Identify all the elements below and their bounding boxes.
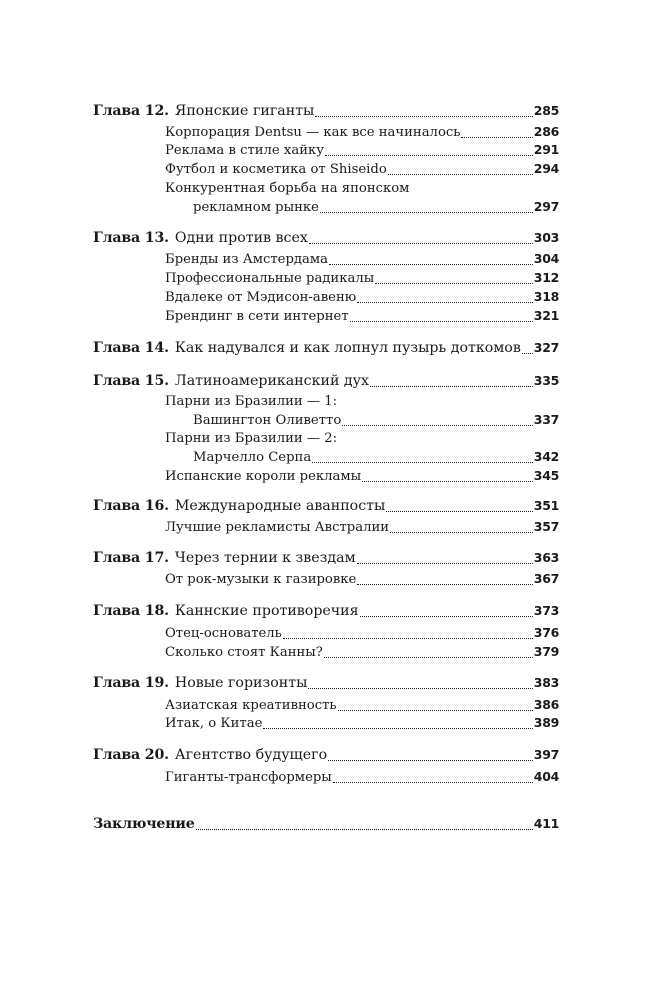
toc-chapter-15[interactable] — [93, 372, 559, 390]
dot-leader — [315, 112, 532, 117]
dot-leader — [325, 151, 533, 156]
section-title: Лучшие рекламисты Австралии — [165, 520, 390, 535]
dot-leader — [342, 421, 533, 426]
dot-leader — [461, 133, 532, 138]
chapter-label: Глава 18. — [93, 603, 169, 619]
dot-leader — [357, 298, 533, 303]
toc-section[interactable] — [165, 180, 559, 198]
chapter-label: Глава 20. — [93, 747, 169, 763]
section-title: Марчелло Серпа — [193, 450, 312, 465]
dot-leader — [388, 170, 533, 175]
chapter-title: Как надувался и как лопнул пузырь доткомов — [174, 340, 521, 356]
page-number: 345 — [533, 468, 559, 483]
page-number: 376 — [533, 625, 559, 640]
page-number: 389 — [533, 715, 559, 730]
page-number: 411 — [533, 816, 559, 831]
page-number: 304 — [533, 251, 559, 266]
dot-leader — [309, 239, 533, 244]
toc-chapter-20[interactable] — [93, 746, 559, 764]
page-number: 297 — [533, 199, 559, 214]
page-number: 367 — [533, 571, 559, 586]
toc-section[interactable] — [165, 288, 559, 306]
toc-section[interactable] — [165, 430, 559, 448]
toc-section[interactable] — [165, 123, 559, 141]
dot-leader — [357, 580, 532, 585]
toc-section[interactable] — [165, 141, 559, 159]
conclusion-label: Заключение — [93, 816, 195, 832]
dot-leader — [386, 507, 532, 512]
toc-section[interactable] — [165, 250, 559, 268]
chapter-label: Глава 13. — [93, 230, 169, 246]
dot-leader — [312, 458, 533, 463]
page-number: 327 — [533, 340, 559, 355]
dot-leader — [329, 260, 533, 265]
section-title: Итак, о Китае — [165, 716, 263, 731]
dot-leader — [308, 684, 532, 689]
toc-chapter-13[interactable] — [93, 229, 559, 247]
chapter-title: Каннские противоречия — [174, 603, 359, 619]
dot-leader — [370, 382, 533, 387]
page-number: 291 — [533, 142, 559, 157]
dot-leader — [350, 317, 533, 322]
chapter-label: Глава 15. — [93, 373, 169, 389]
dot-leader — [375, 279, 533, 284]
toc-chapter-17[interactable] — [93, 549, 559, 567]
toc-section[interactable] — [165, 307, 559, 325]
toc-section[interactable] — [165, 269, 559, 287]
toc-chapter-14[interactable] — [93, 339, 559, 357]
section-title: рекламном рынке — [193, 200, 319, 215]
toc-section[interactable] — [165, 714, 559, 732]
dot-leader — [263, 724, 532, 729]
page-number: 386 — [533, 697, 559, 712]
dot-leader — [338, 706, 533, 711]
chapter-title: Международные аванпосты — [174, 498, 386, 514]
section-title: Парни из Бразилии — 1: — [165, 394, 338, 409]
page-number: 286 — [533, 124, 559, 139]
section-title: Конкурентная борьба на японском — [165, 181, 410, 196]
chapter-title: Через тернии к звездам — [174, 550, 356, 566]
page-number: 342 — [533, 449, 559, 464]
chapter-title: Латиноамериканский дух — [174, 373, 370, 389]
page-number: 373 — [533, 603, 559, 618]
toc-section[interactable] — [165, 696, 559, 714]
section-title: Корпорация Dentsu — как все начиналось — [165, 125, 461, 140]
toc-section[interactable] — [165, 518, 559, 536]
dot-leader — [357, 559, 533, 564]
section-title: Бренды из Амстердама — [165, 252, 328, 267]
chapter-title: Новые горизонты — [174, 675, 308, 691]
page-number: 383 — [533, 675, 559, 690]
section-title: Парни из Бразилии — 2: — [165, 431, 338, 446]
page-number: 285 — [533, 103, 559, 118]
section-title: Реклама в стиле хайку — [165, 143, 325, 158]
dot-leader — [196, 825, 533, 830]
section-title: Брендинг в сети интернет — [165, 309, 349, 324]
section-title: Испанские короли рекламы — [165, 469, 362, 484]
chapter-label: Глава 16. — [93, 498, 169, 514]
chapter-label: Глава 12. — [93, 103, 169, 119]
section-title: Азиатская креативность — [165, 698, 337, 713]
dot-leader — [522, 349, 533, 354]
page-number: 312 — [533, 270, 559, 285]
page-number: 321 — [533, 308, 559, 323]
page-number: 379 — [533, 644, 559, 659]
page-number: 335 — [533, 373, 559, 388]
chapter-title: Агентство будущего — [174, 747, 328, 763]
toc-chapter-18[interactable] — [93, 602, 559, 620]
chapter-label: Глава 14. — [93, 340, 169, 356]
toc-chapter-12[interactable] — [93, 102, 559, 120]
toc-section[interactable] — [165, 624, 559, 642]
toc-section-continuation[interactable] — [193, 198, 559, 216]
dot-leader — [320, 208, 533, 213]
dot-leader — [360, 612, 533, 617]
section-title: От рок-музыки к газировке — [165, 572, 357, 587]
section-title: Вдалеке от Мэдисон-авеню — [165, 290, 357, 305]
chapter-label: Глава 17. — [93, 550, 169, 566]
page-number: 294 — [533, 161, 559, 176]
toc-section-continuation[interactable] — [193, 411, 559, 429]
toc-section-continuation[interactable] — [193, 448, 559, 466]
page-number: 404 — [533, 769, 559, 784]
toc-conclusion[interactable] — [93, 815, 559, 833]
section-title: Отец-основатель — [165, 626, 282, 641]
dot-leader — [362, 477, 533, 482]
toc-section[interactable] — [165, 643, 559, 661]
chapter-title: Одни против всех — [174, 230, 308, 246]
section-title: Футбол и косметика от Shiseido — [165, 162, 387, 177]
toc-section[interactable] — [165, 570, 559, 588]
section-title: Сколько стоят Канны? — [165, 645, 323, 660]
toc-section[interactable] — [165, 768, 559, 786]
page-number: 318 — [533, 289, 559, 304]
dot-leader — [324, 653, 533, 658]
section-title: Вашингтон Оливетто — [193, 413, 342, 428]
toc-section[interactable] — [165, 467, 559, 485]
dot-leader — [328, 756, 533, 761]
dot-leader — [390, 528, 533, 533]
chapter-label: Глава 19. — [93, 675, 169, 691]
page-number: 363 — [533, 550, 559, 565]
toc-chapter-16[interactable] — [93, 497, 559, 515]
page-number: 303 — [533, 230, 559, 245]
toc-section[interactable] — [165, 160, 559, 178]
page-number: 357 — [533, 519, 559, 534]
page-number: 397 — [533, 747, 559, 762]
dot-leader — [333, 778, 533, 783]
dot-leader — [283, 634, 533, 639]
page-number: 337 — [533, 412, 559, 427]
toc-section[interactable] — [165, 393, 559, 411]
toc-chapter-19[interactable] — [93, 674, 559, 692]
section-title: Гиганты-трансформеры — [165, 770, 332, 785]
page-number: 351 — [533, 498, 559, 513]
chapter-title: Японские гиганты — [174, 103, 315, 119]
section-title: Профессиональные радикалы — [165, 271, 375, 286]
